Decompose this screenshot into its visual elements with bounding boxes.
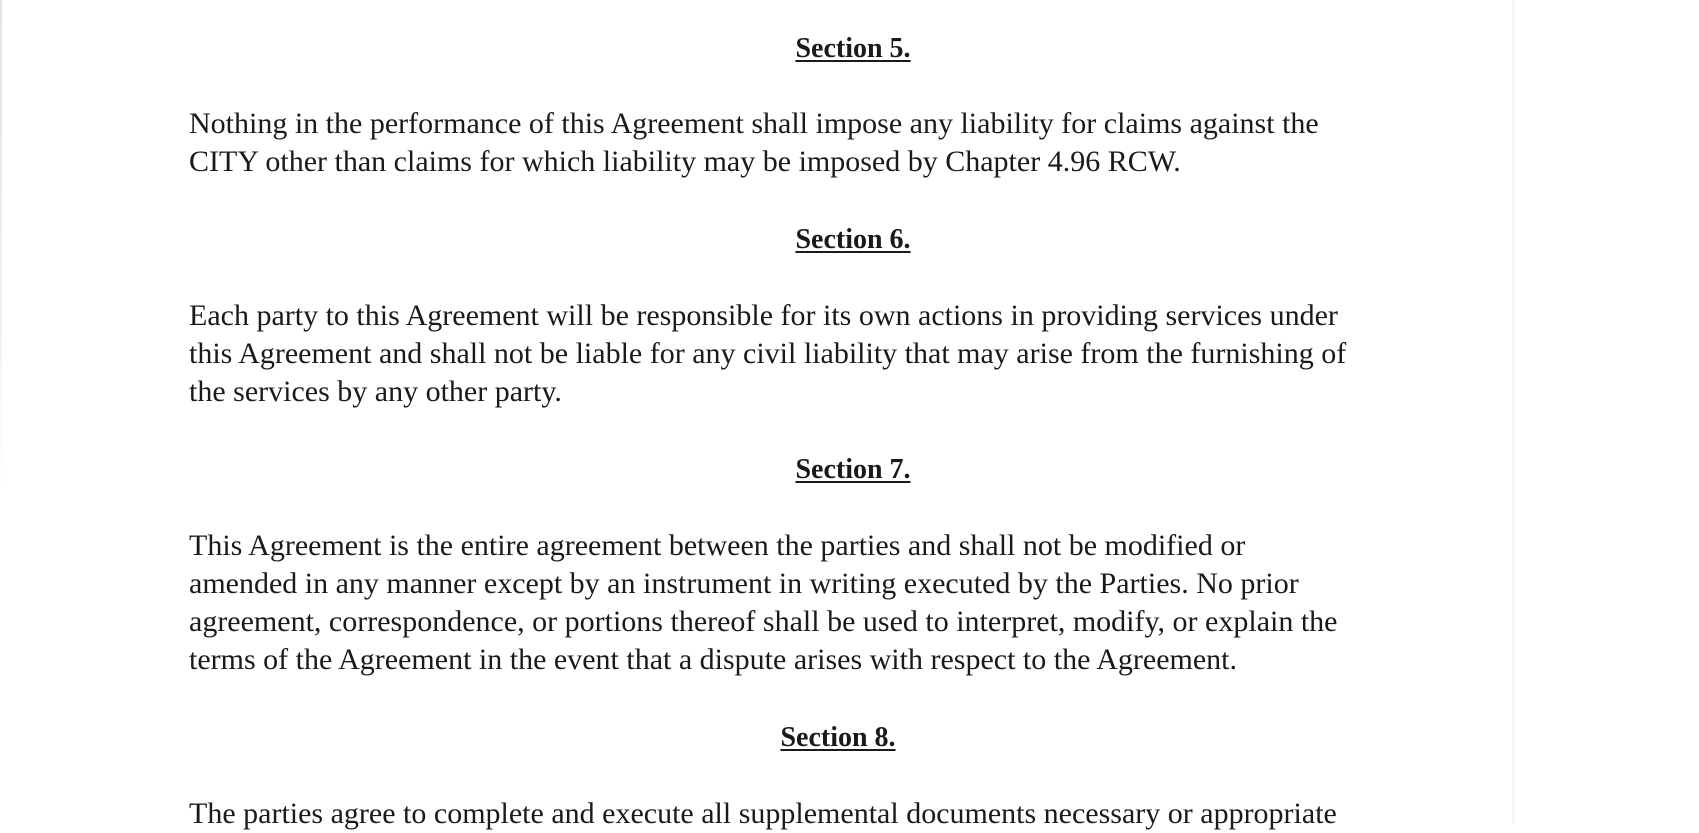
section-7-paragraph: [189, 527, 1509, 679]
section-8-heading: Section 8.: [780, 722, 896, 753]
scan-edge-right: [1512, 0, 1515, 824]
section-6-heading: Section 6.: [795, 224, 911, 255]
paragraph-line: Each party to this Agreement will be responsible for its own actions in providing services under: [189, 299, 1338, 332]
paragraph-line: this Agreement and shall not be liable for any civil liability that may arise from the furnishing of: [189, 337, 1347, 370]
paragraph-line: This Agreement is the entire agreement between the parties and shall not be modified or: [189, 529, 1246, 562]
section-5-heading: Section 5.: [795, 33, 911, 64]
paragraph-line: The parties agree to complete and execute all supplemental documents necessary or appropriate: [189, 797, 1337, 830]
paragraph-line: Nothing in the performance of this Agreement shall impose any liability for claims against the: [189, 107, 1319, 140]
paragraph-line: the services by any other party.: [189, 375, 562, 408]
section-8-paragraph: [189, 795, 1509, 833]
section-6-paragraph: [189, 297, 1509, 411]
section-5-paragraph: [189, 105, 1509, 181]
section-7-heading: Section 7.: [795, 454, 911, 485]
paragraph-line: amended in any manner except by an instrument in writing executed by the Parties. No prior: [189, 567, 1299, 600]
scan-edge-left: [0, 0, 2, 824]
paragraph-line: CITY other than claims for which liability may be imposed by Chapter 4.96 RCW.: [189, 145, 1181, 178]
paragraph-line: agreement, correspondence, or portions thereof shall be used to interpret, modify, or explain the: [189, 605, 1338, 638]
paragraph-line: terms of the Agreement in the event that a dispute arises with respect to the Agreement.: [189, 643, 1238, 676]
